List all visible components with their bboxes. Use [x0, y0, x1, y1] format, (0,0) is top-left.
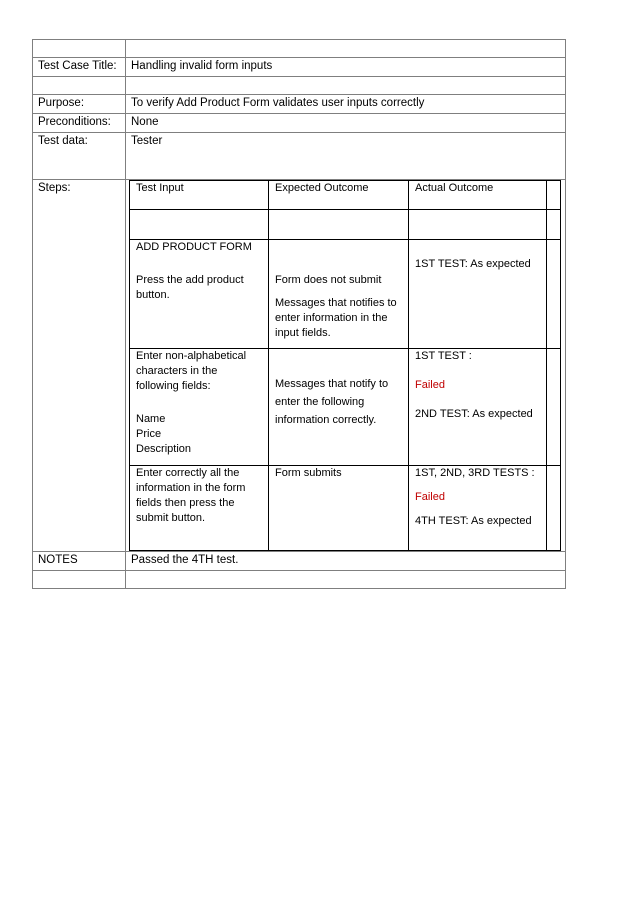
notes-row: [33, 552, 566, 571]
empty-row-2: [33, 77, 566, 95]
notes-value: Passed the 4TH test.: [126, 552, 566, 571]
empty-row-top: [33, 40, 566, 58]
steps-table: [129, 180, 561, 551]
title-row: [33, 58, 566, 77]
steps-header-row: [130, 181, 561, 210]
failed-badge: Failed: [415, 379, 445, 391]
steps-row: [33, 180, 566, 552]
test-data-label: Test data:: [33, 133, 126, 180]
purpose-value: To verify Add Product Form validates user inputs correctly: [126, 95, 566, 114]
steps-label: Steps:: [33, 180, 126, 552]
step-actual: 1ST, 2ND, 3RD TESTS : Failed 4TH TEST: As expected: [409, 466, 547, 551]
step-input: ADD PRODUCT FORM Press the add product button.: [130, 240, 269, 349]
step-expected: Form submits: [269, 466, 409, 551]
table-row: [130, 466, 561, 551]
header-test-input: Test Input: [130, 181, 269, 210]
step-input: Enter correctly all the information in the form fields then press the submit button.: [130, 466, 269, 551]
preconditions-label: Preconditions:: [33, 114, 126, 133]
step-input: Enter non-alphabetical characters in the following fields: Name Price Description: [130, 349, 269, 466]
step-actual: 1ST TEST: As expected: [409, 240, 547, 349]
steps-cell: [126, 180, 566, 552]
purpose-label: Purpose:: [33, 95, 126, 114]
preconditions-value: None: [126, 114, 566, 133]
preconditions-row: [33, 114, 566, 133]
test-case-table: [32, 39, 566, 589]
notes-label: NOTES: [33, 552, 126, 571]
table-row: [130, 240, 561, 349]
step-expected: Messages that notify to enter the following information correctly.: [269, 349, 409, 466]
steps-empty-row: [130, 210, 561, 240]
table-row: [130, 349, 561, 466]
title-value: Handling invalid form inputs: [126, 58, 566, 77]
header-expected-outcome: Expected Outcome: [269, 181, 409, 210]
test-case-document: [32, 39, 566, 589]
step-actual: 1ST TEST : Failed 2ND TEST: As expected: [409, 349, 547, 466]
header-actual-outcome: Actual Outcome: [409, 181, 547, 210]
title-label: Test Case Title:: [33, 58, 126, 77]
empty-row-bottom: [33, 571, 566, 589]
failed-badge: Failed: [415, 491, 445, 503]
purpose-row: [33, 95, 566, 114]
test-data-row: [33, 133, 566, 180]
test-data-value: Tester: [126, 133, 566, 180]
step-expected: Form does not submit Messages that notifies to enter information in the input fields.: [269, 240, 409, 349]
